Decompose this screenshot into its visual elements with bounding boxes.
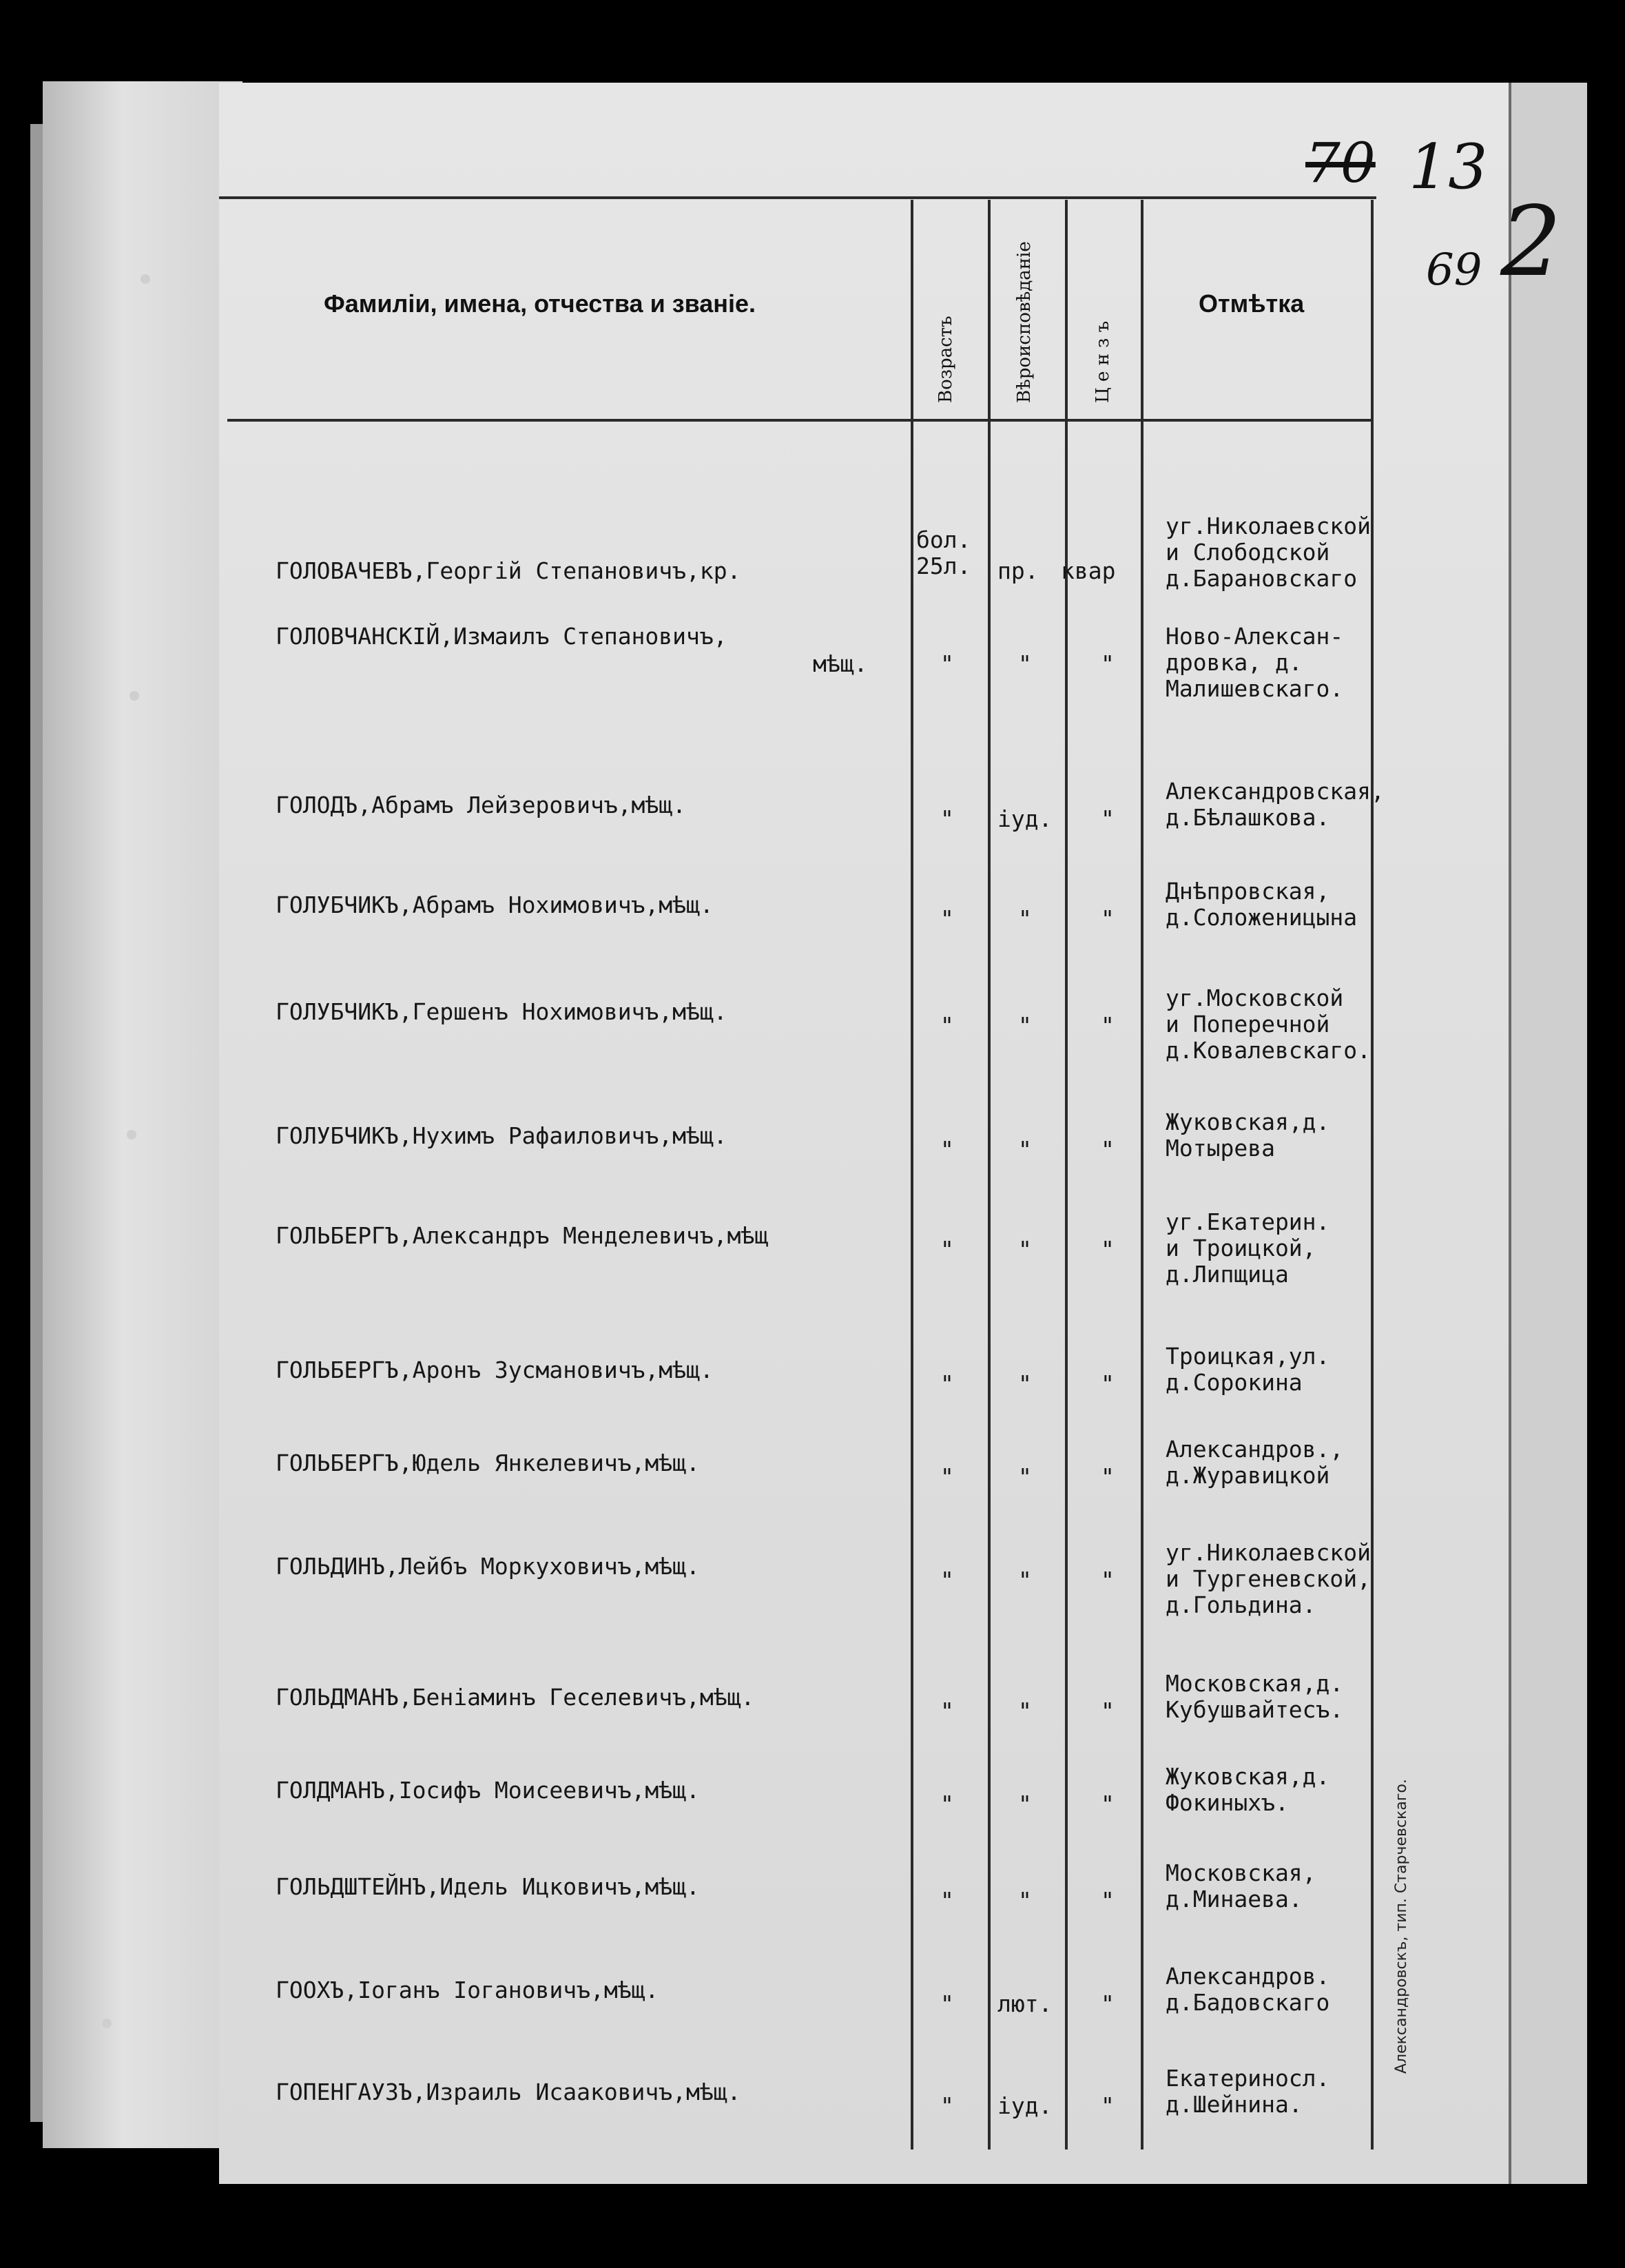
- row-age: ": [940, 2092, 954, 2119]
- row-religion: пр.: [997, 557, 1039, 584]
- row-religion: ": [1018, 650, 1032, 677]
- row-note: Александровская, д.Бѣлашкова.: [1166, 778, 1385, 831]
- row-age: ": [940, 1990, 954, 2017]
- binding-hole: [130, 691, 139, 701]
- row-religion: іуд.: [997, 2092, 1053, 2119]
- row-name: ГОПЕНГАУЗЪ,Израиль Исааковичъ,мѣщ.: [276, 2079, 741, 2105]
- row-note: уг.Екатерин. и Троицкой, д.Липщица: [1166, 1208, 1330, 1288]
- row-age: ": [940, 805, 954, 832]
- row-census: ": [1101, 1236, 1115, 1263]
- row-religion: ": [1018, 1136, 1032, 1163]
- row-census: ": [1101, 1463, 1115, 1490]
- row-religion: ": [1018, 1236, 1032, 1263]
- row-census: ": [1101, 1567, 1115, 1594]
- column-rule-notes: [1141, 200, 1143, 2150]
- row-age: ": [940, 1463, 954, 1490]
- row-name: ГОЛОВАЧЕВЪ,Георгій Степановичъ,кр.: [276, 557, 741, 584]
- row-census: ": [1101, 1012, 1115, 1039]
- row-name: ГОЛЬБЕРГЪ,Юдель Янкелевичъ,мѣщ.: [276, 1450, 700, 1476]
- folio-struck-number: 70: [1305, 131, 1376, 195]
- row-note: Екатериносл. д.Шейнина.: [1166, 2065, 1330, 2118]
- next-page-edge: [1509, 83, 1587, 2184]
- row-note: уг.Николаевской и Тургеневской, д.Гольдина.: [1166, 1539, 1372, 1618]
- row-census: ": [1101, 905, 1115, 932]
- row-age: ": [940, 1567, 954, 1594]
- row-name: ГОЛУБЧИКЪ,Гершенъ Нохимовичъ,мѣщ.: [276, 998, 727, 1025]
- row-age: ": [940, 1136, 954, 1163]
- row-name: ГОЛЬДШТЕЙНЪ,Идель Ицковичъ,мѣщ.: [276, 1873, 700, 1900]
- binding-hole: [127, 1130, 136, 1140]
- row-census: квар: [1061, 557, 1116, 584]
- header-age: Возрастъ: [935, 316, 956, 403]
- row-name: ГОЛОДЪ,Абрамъ Лейзеровичъ,мѣщ.: [276, 792, 687, 818]
- row-name-continued: мѣщ.: [813, 650, 868, 677]
- header-census: Ц е н з ъ: [1093, 320, 1113, 403]
- header-notes: Отмѣтка: [1199, 289, 1305, 318]
- folio-number: 13: [1409, 131, 1488, 203]
- column-rule-right: [1371, 200, 1374, 2150]
- underlying-sheet: [43, 81, 242, 2148]
- row-religion: ": [1018, 905, 1032, 932]
- row-age: ": [940, 1791, 954, 1817]
- row-note: Ново-Алексан- дровка, д. Малишевскаго.: [1166, 623, 1344, 702]
- row-name: ГОЛЬДМАНЪ,Беніаминъ Геселевичъ,мѣщ.: [276, 1684, 755, 1711]
- binding-hole: [102, 2019, 112, 2028]
- row-name: ГОЛУБЧИКЪ,Нухимъ Рафаиловичъ,мѣщ.: [276, 1122, 727, 1149]
- header-bottom-rule: [227, 419, 1371, 422]
- row-note: Жуковская,д. Фокиныхъ.: [1166, 1763, 1330, 1816]
- row-religion: ": [1018, 1791, 1032, 1817]
- row-census: ": [1101, 805, 1115, 832]
- row-note: Днѣпровская, д.Соложеницына: [1166, 878, 1358, 931]
- header-religion: Вѣроисповѣданіе: [1014, 241, 1035, 403]
- row-name: ГОЛОВЧАНСКІЙ,Измаилъ Степановичъ,: [276, 623, 727, 650]
- row-census: ": [1101, 1370, 1115, 1397]
- row-age: бол. 25л.: [916, 526, 971, 579]
- row-census: ": [1101, 2092, 1115, 2119]
- row-note: Троицкая,ул. д.Сорокина: [1166, 1343, 1330, 1396]
- row-name: ГОЛЬБЕРГЪ,Аронъ Зусмановичъ,мѣщ.: [276, 1357, 714, 1383]
- row-census: ": [1101, 1136, 1115, 1163]
- row-religion: ": [1018, 1887, 1032, 1914]
- folio-side-mark: 2: [1500, 186, 1562, 298]
- row-note: уг.Николаевской и Слободской д.Барановскаго: [1166, 513, 1372, 592]
- row-name: ГОЛУБЧИКЪ,Абрамъ Нохимовичъ,мѣщ.: [276, 891, 714, 918]
- row-age: ": [940, 1370, 954, 1397]
- row-age: ": [940, 1012, 954, 1039]
- binding-hole: [141, 274, 150, 284]
- column-rule-religion: [988, 200, 991, 2150]
- row-note: Московская,д. Кубушвайтесъ.: [1166, 1670, 1344, 1723]
- header-names: Фамиліи, имена, отчества и званіе.: [324, 289, 756, 318]
- row-age: ": [940, 650, 954, 677]
- row-age: ": [940, 905, 954, 932]
- row-census: ": [1101, 1791, 1115, 1817]
- row-age: ": [940, 1698, 954, 1724]
- row-age: ": [940, 1887, 954, 1914]
- row-religion: ": [1018, 1370, 1032, 1397]
- column-rule-census: [1065, 200, 1068, 2150]
- row-census: ": [1101, 650, 1115, 677]
- row-age: ": [940, 1236, 954, 1263]
- row-religion: ": [1018, 1012, 1032, 1039]
- row-religion: ": [1018, 1463, 1032, 1490]
- row-name: ГООХЪ,Іоганъ Іогановичъ,мѣщ.: [276, 1977, 659, 2003]
- row-note: Александров. д.Бадовскаго: [1166, 1963, 1330, 2016]
- row-religion: ": [1018, 1567, 1032, 1594]
- row-census: ": [1101, 1887, 1115, 1914]
- column-rule-age: [911, 200, 913, 2150]
- row-name: ГОЛЬБЕРГЪ,Александръ Менделевичъ,мѣщ: [276, 1222, 769, 1249]
- row-name: ГОЛДМАНЪ,Іосифъ Моисеевичъ,мѣщ.: [276, 1777, 700, 1804]
- row-census: ": [1101, 1990, 1115, 2017]
- row-note: уг.Московской и Поперечной д.Ковалевскаго.: [1166, 984, 1372, 1064]
- row-note: Московская, д.Минаева.: [1166, 1859, 1316, 1913]
- table-top-rule: [219, 196, 1376, 199]
- row-religion: ": [1018, 1698, 1032, 1724]
- printer-imprint: Александровскъ, тип. Старчевскаго.: [1393, 1779, 1410, 2074]
- row-census: ": [1101, 1698, 1115, 1724]
- row-note: Жуковская,д. Мотырева: [1166, 1109, 1330, 1162]
- row-religion: лют.: [997, 1990, 1053, 2017]
- row-name: ГОЛЬДИНЪ,Лейбъ Моркуховичъ,мѣщ.: [276, 1553, 700, 1580]
- folio-page-number: 69: [1426, 245, 1482, 296]
- row-religion: іуд.: [997, 805, 1053, 832]
- row-note: Александров., д.Журавицкой: [1166, 1436, 1344, 1489]
